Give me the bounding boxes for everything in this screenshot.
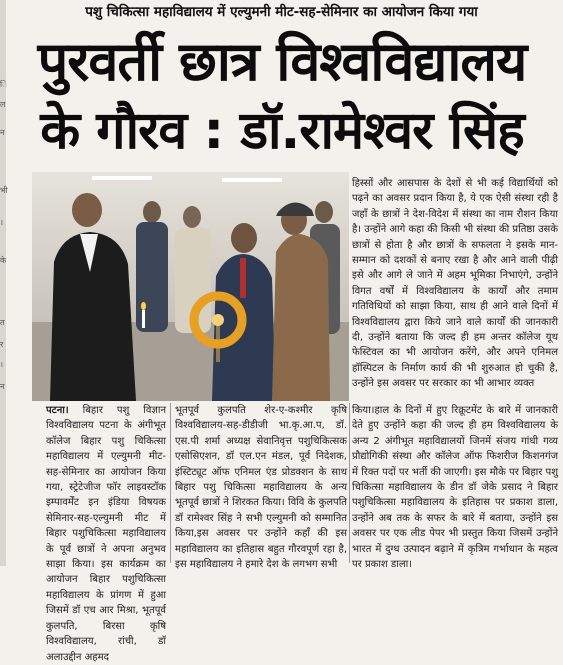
edge-mark: । [0, 218, 4, 227]
edge-mark: ि [0, 80, 7, 89]
column-divider [170, 403, 171, 563]
edge-mark: न [0, 382, 5, 391]
article-dateline: पटना। [46, 405, 69, 416]
article-body-col1: बिहार पशु विज्ञान विश्वविद्यालय पटना के अंगीभूत कॉलेज बिहार पशु चिकित्सा महाविद्यालय में एल्युमनी मीट-सह-सेमिनार का आयोजन किया गया, स्ट्रेटेजीज फॉर लाइवस्टॉक इम्पावर्मेंट इन इंडिया विषयक सेमिनार-सह-एल्युमनी मीट में बिहार पशुचिकित्सा महाविद्यालय के पूर्व छात्रों ने अपना अनुभव साझा किया। इस कार्यक्रम का आयोजन बिहार पशुचिकित्सा महाविद्यालय के प्रांगण में हुआ जिसमें डॉ एच आर मिश्रा, भूतपूर्व कुलपति, बिरसा कृषि विश्वविद्यालय, रांची, डॉ अलाउद्दीन अहमद [46, 405, 167, 663]
article-text-column-2: भूतपूर्व कुलपति शेर-ए-कश्मीर कृषि विश्वविद्यालय-सह-डीडीजी भा.कृ.आ.प, डॉ. एस.पी शर्मा अध्यक्ष सेवानिवृत्त पशुचिकित्सक एसोसिएशन, डॉ एल.एन मंडल, पूर्व निदेशक, इंस्टिट्यूट ऑफ एनिमल एंड प्रोडक्शन के साथ बिहार पशु चिकित्सा महाविद्यालय के अन्य भूतपूर्व छात्रों ने शिरकत किया। विवि के कुलपति डॉ रामेश्वर सिंह ने सभी एल्युमनी को सम्मानित किया,इस अवसर पर उन्होंने कहाँ की इस महाविद्यालय का इतिहास बहुत गौरवपूर्ण रहा है, इस महाविद्यालय ने हमारे देश के लगभग सभी [175, 405, 347, 571]
edge-mark: भी [0, 186, 8, 195]
edge-mark: न [0, 128, 5, 137]
edge-mark: त [0, 318, 5, 327]
article-text-column-right-top: हिस्सों और आसपास के देशों से भी कई विद्यार्थियों को पढ़ने का अवसर प्रदान किया है, ये एक ऐसी संस्था रही है जहाँ के छात्रों ने देश-विदेश में संस्था का नाम रौशन किया है। उन्होंने आगे कहा की किसी भी संस्था की प्रतिष्ठा उसके छात्रों से होता है और छात्रों के सफलता ने इसके मान-सम्मान को दशकों से बनाए रखा है और आने वाली पीढ़ी इसे और आगे ले जाने में अहम भूमिका निभाएंगे, उन्होंने विगत वर्षों में विश्वविद्यालय के कार्यों और तमाम गतिविधियों को साझा किया, साथ ही आने वाले दिनों में विश्वविद्यालय द्वारा किये जाने वाले कार्यों की जानकारी दी, उन्होंने बताया कि जल्द ही हम अन्तर कॉलेज यूथ फेस्टिवल का भी आयोजन करेंगे, और अपने एनिमल हॉस्पिटल के निर्माण कार्य की भी शुरुआत हो चुकी है, उन्होंने इस अवसर पर सरकार का भी आभार व्यक्त [352, 178, 558, 390]
edge-mark: के [0, 256, 7, 265]
main-headline-line-1: पुरवर्ती छात्र विश्वविद्यालय [37, 30, 527, 93]
edge-mark: । [0, 360, 4, 369]
article-text-column-4: किया।हाल के दिनों में हुए रिक्रूटमेंट के बारे में जानकारी देते हुए उन्होंने कहा की जल्द ही हम विश्वविद्यालय के अन्य 2 अंगीभूत महाविद्यालयों जिनमें संजय गांधी गव्य प्रौद्योगिकी संस्था और कॉलेज ऑफ फिशरीज किशनगंज में रिक्त पदों पर भर्ती की जाएगी। इस मौके पर बिहार पशु चिकित्सा महाविद्यालय के डीन डॉ जेके प्रसाद ने बिहार पशुचिकित्सा महाविद्यालय के इतिहास पर प्रकाश डाला, उन्होंने अब तक के सफर के बारे में बताया, उन्होंने इस अवसर पर एक लीड पेपर भी प्रस्तुत किया जिसमें उन्होंने भारत में दुग्ध उत्पादन बढ़ाने में कृत्रिम गर्भाधान के महत्व पर प्रकाश डाला। [352, 405, 558, 571]
main-headline-line-2: के गौरव : डॉ.रामेश्वर सिंह [40, 101, 524, 161]
kicker-headline: पशु चिकित्सा महाविद्यालय में एल्युमनी मीट-सह-सेमिनार का आयोजन किया गया [85, 4, 478, 20]
event-photo [32, 172, 349, 401]
edge-mark: ल [0, 100, 6, 109]
column-divider [349, 403, 350, 563]
article-text-column-1 [46, 403, 166, 665]
edge-mark: र [0, 340, 4, 349]
